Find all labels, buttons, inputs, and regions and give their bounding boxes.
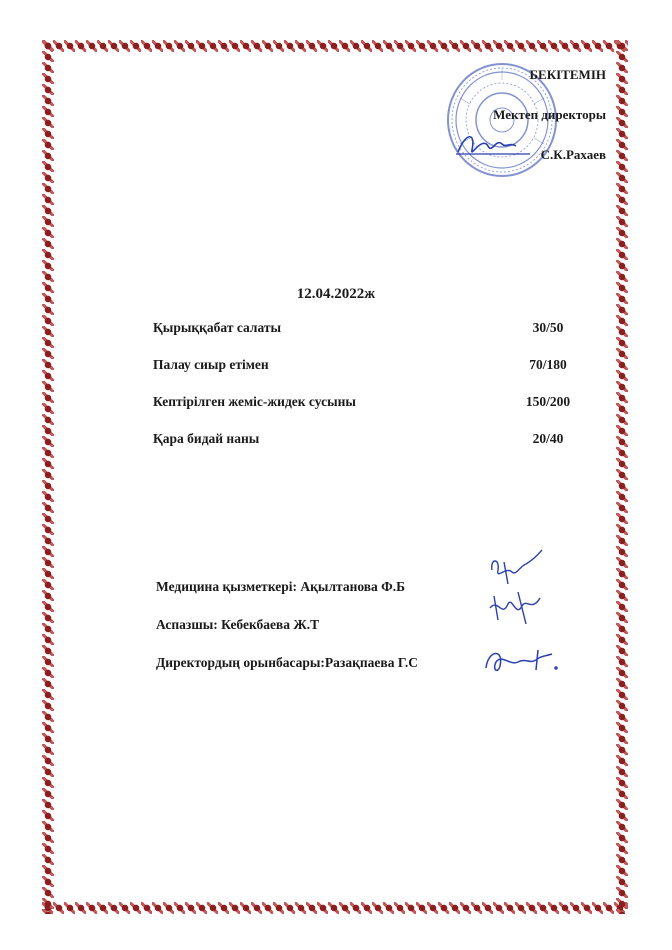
border-left bbox=[42, 40, 54, 914]
menu-item bbox=[153, 394, 583, 431]
staff-signatures-icon bbox=[484, 548, 554, 630]
director-name: С.К.Рахаев bbox=[540, 147, 606, 162]
approval-block bbox=[493, 66, 606, 186]
border-right bbox=[616, 40, 628, 914]
menu-item-name: Кептірілген жеміс-жидек сусыны bbox=[153, 394, 356, 409]
staff-cook: Аспазшы: Кебекбаева Ж.Т bbox=[156, 617, 320, 632]
approval-position: Мектеп директоры bbox=[493, 107, 606, 122]
menu-item-qty: 70/180 bbox=[529, 357, 567, 372]
menu-item-name: Қара бидай наны bbox=[153, 431, 260, 446]
menu-date: 12.04.2022ж bbox=[296, 286, 376, 302]
deputy-signature-icon bbox=[478, 642, 562, 678]
border-bottom bbox=[42, 902, 628, 914]
menu-list bbox=[153, 320, 583, 468]
menu-item bbox=[153, 320, 583, 357]
staff-deputy: Директордың орынбасары:Разақпаева Г.С bbox=[156, 655, 419, 670]
menu-item-qty: 150/200 bbox=[525, 394, 571, 409]
menu-item-qty: 30/50 bbox=[532, 320, 564, 335]
menu-item-qty: 20/40 bbox=[532, 431, 564, 446]
menu-item-name: Қырыққабат салаты bbox=[153, 320, 282, 335]
menu-item bbox=[153, 431, 583, 468]
approval-title: БЕКІТЕМІН bbox=[529, 67, 606, 82]
staff-medical: Медицина қызметкері: Ақылтанова Ф.Б bbox=[156, 579, 406, 594]
border-top bbox=[42, 40, 628, 52]
menu-item-name: Палау сиыр етімен bbox=[153, 357, 269, 372]
staff-list bbox=[156, 578, 418, 692]
director-signature-icon bbox=[452, 128, 532, 162]
menu-item bbox=[153, 357, 583, 394]
